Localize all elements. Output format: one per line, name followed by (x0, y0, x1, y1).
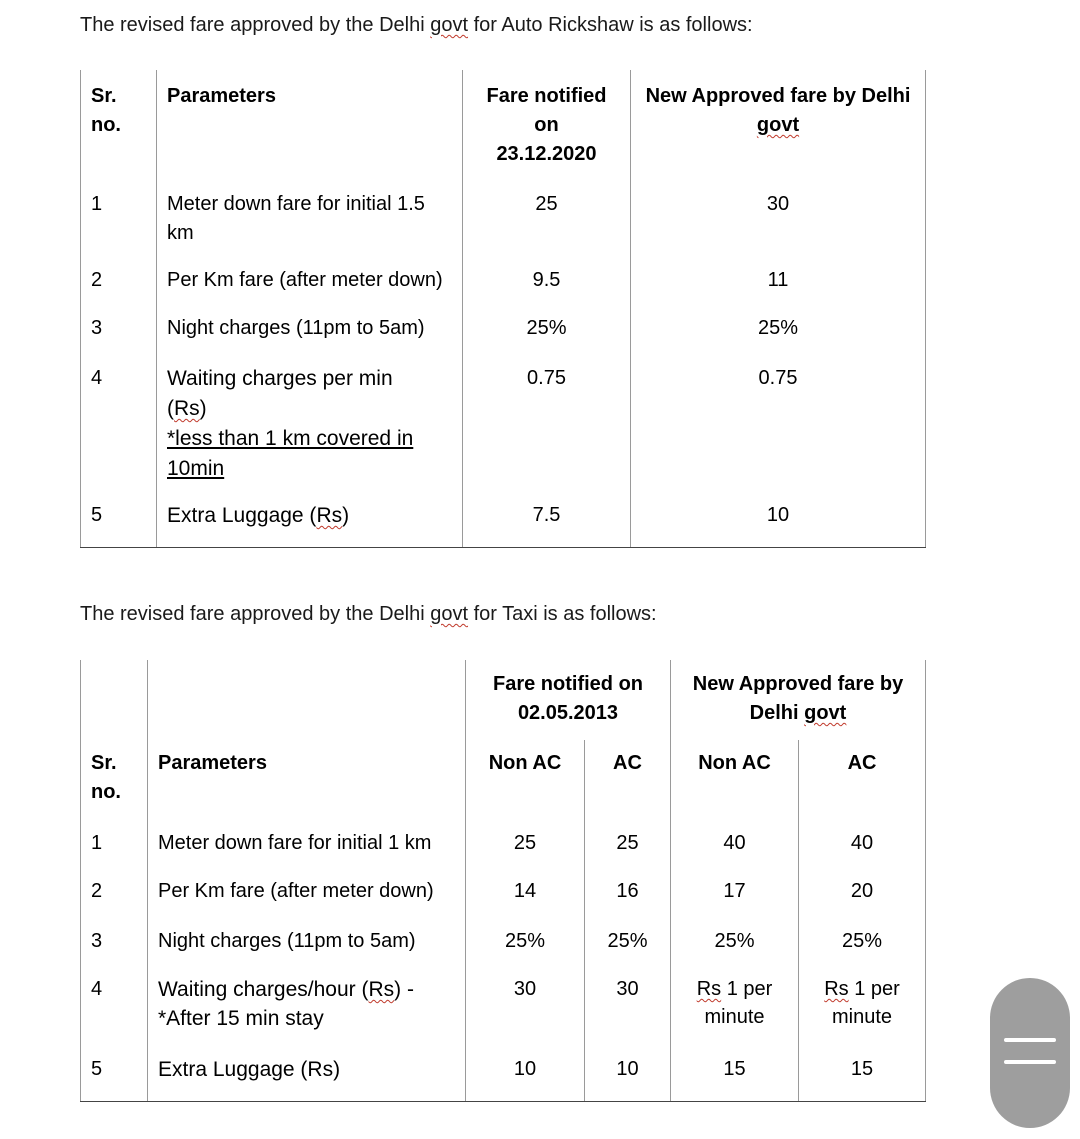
fare-cell: 10 (585, 1046, 671, 1101)
fare-cell: 25 (463, 180, 631, 257)
fare-cell: Rs 1 per minute (671, 966, 799, 1046)
fare-cell: 9.5 (463, 257, 631, 305)
fare-cell: 25% (799, 918, 926, 966)
sr-cell: 2 (81, 257, 157, 305)
fare-cell: 30 (585, 966, 671, 1046)
auto-heading-text-1: The revised fare approved by the Delhi (80, 14, 431, 36)
old-ac-header: AC (585, 740, 671, 820)
auto-heading-govt: govt (430, 14, 469, 36)
new-fare-cell: 0.75 (631, 355, 926, 492)
new-non-ac-header: Non AC (671, 740, 799, 820)
fare-cell: 40 (671, 820, 799, 868)
auto-heading-text-2: for Auto Rickshaw is as follows: (468, 14, 753, 36)
param-cell: Waiting charges per min (Rs) *less than 1 km covered in 10min (157, 355, 463, 492)
fare-notified-header: Fare notified on 23.12.2020 (463, 70, 631, 180)
taxi-heading-text-1: The revised fare approved by the Delhi (80, 603, 431, 625)
table-row (81, 305, 926, 355)
new-approved-header: New Approved fare by Delhi govt (631, 70, 926, 180)
sr-cell: 2 (81, 868, 148, 918)
taxi-heading-govt: govt (430, 603, 469, 625)
table-row (81, 1046, 926, 1101)
param-cell: Night charges (11pm to 5am) (148, 918, 466, 966)
table-subheader-row (81, 740, 926, 820)
grip-line-icon (1004, 1038, 1056, 1042)
fare-cell: 25% (585, 918, 671, 966)
table-row (81, 918, 926, 966)
new-fare-cell: 25% (631, 305, 926, 355)
fare-cell: 25 (585, 820, 671, 868)
fare-cell: 25% (671, 918, 799, 966)
parameters-header: Parameters (148, 740, 466, 820)
fare-cell: Rs 1 per minute (799, 966, 926, 1046)
sr-cell: 3 (81, 918, 148, 966)
note-link[interactable]: 10min (167, 457, 225, 480)
blank-header-cell (148, 660, 466, 740)
fare-cell: 7.5 (463, 492, 631, 547)
fare-cell: 25% (463, 305, 631, 355)
fare-cell: 10 (466, 1046, 585, 1101)
fare-cell: 15 (799, 1046, 926, 1101)
fare-cell: 15 (671, 1046, 799, 1101)
grip-line-icon (1004, 1060, 1056, 1064)
param-cell: Meter down fare for initial 1 km (148, 820, 466, 868)
auto-heading (80, 14, 753, 37)
new-ac-header: AC (799, 740, 926, 820)
taxi-heading (80, 603, 657, 626)
param-cell: Per Km fare (after meter down) (157, 257, 463, 305)
note-link[interactable]: *less than 1 km covered in (167, 427, 414, 450)
table-header-row (81, 660, 926, 740)
sr-cell: 4 (81, 355, 157, 492)
fare-cell: 30 (466, 966, 585, 1046)
old-non-ac-header: Non AC (466, 740, 585, 820)
fare-cell: 14 (466, 868, 585, 918)
auto-fare-table (80, 70, 926, 548)
fare-cell: 0.75 (463, 355, 631, 492)
new-approved-header: New Approved fare by Delhi govt (671, 660, 926, 740)
sr-no-header: Sr. no. (81, 70, 157, 180)
param-cell: Per Km fare (after meter down) (148, 868, 466, 918)
taxi-heading-text-2: for Taxi is as follows: (468, 603, 657, 625)
fare-cell: 20 (799, 868, 926, 918)
table-row (81, 180, 926, 257)
table-row (81, 492, 926, 547)
sr-cell: 5 (81, 492, 157, 547)
taxi-fare-table (80, 660, 926, 1102)
scroll-handle[interactable] (990, 978, 1070, 1128)
table-row (81, 966, 926, 1046)
new-fare-cell: 30 (631, 180, 926, 257)
fare-cell: 40 (799, 820, 926, 868)
param-cell: Night charges (11pm to 5am) (157, 305, 463, 355)
table-row (81, 355, 926, 492)
sr-cell: 5 (81, 1046, 148, 1101)
sr-no-header: Sr. no. (81, 740, 148, 820)
sr-cell: 1 (81, 820, 148, 868)
blank-header-cell (81, 660, 148, 740)
fare-cell: 17 (671, 868, 799, 918)
param-cell: Extra Luggage (Rs) (148, 1046, 466, 1101)
parameters-header: Parameters (157, 70, 463, 180)
fare-cell: 16 (585, 868, 671, 918)
table-header-row (81, 70, 926, 180)
new-fare-cell: 10 (631, 492, 926, 547)
table-row (81, 868, 926, 918)
param-cell: Meter down fare for initial 1.5 km (157, 180, 463, 257)
sr-cell: 3 (81, 305, 157, 355)
fare-cell: 25 (466, 820, 585, 868)
param-cell: Waiting charges/hour (Rs) - *After 15 min stay (148, 966, 466, 1046)
sr-cell: 1 (81, 180, 157, 257)
new-fare-cell: 11 (631, 257, 926, 305)
param-cell: Extra Luggage (Rs) (157, 492, 463, 547)
fare-cell: 25% (466, 918, 585, 966)
sr-cell: 4 (81, 966, 148, 1046)
fare-notified-header: Fare notified on 02.05.2013 (466, 660, 671, 740)
table-row (81, 820, 926, 868)
table-row (81, 257, 926, 305)
